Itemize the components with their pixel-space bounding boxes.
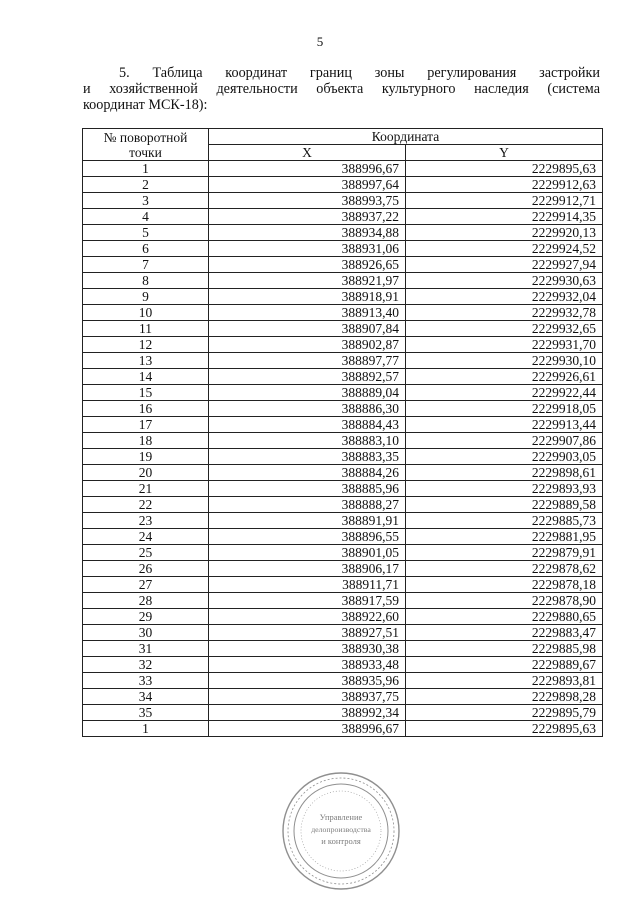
x-coordinate-cell: 388992,34: [209, 705, 406, 721]
y-coordinate-cell: 2229893,93: [406, 481, 603, 497]
table-row: [83, 353, 603, 369]
point-number-cell: 26: [83, 561, 209, 577]
point-number-header: [83, 129, 209, 161]
x-header: X: [209, 145, 406, 161]
table-row: [83, 369, 603, 385]
table-row: [83, 577, 603, 593]
point-number-cell: 12: [83, 337, 209, 353]
table-row: [83, 641, 603, 657]
y-coordinate-cell: 2229907,86: [406, 433, 603, 449]
point-number-cell: 2: [83, 177, 209, 193]
x-coordinate-cell: 388937,75: [209, 689, 406, 705]
x-coordinate-cell: 388934,88: [209, 225, 406, 241]
x-coordinate-cell: 388996,67: [209, 161, 406, 177]
table-row: [83, 193, 603, 209]
point-number-header-line-1: № поворотной: [103, 129, 188, 145]
x-coordinate-cell: 388896,55: [209, 529, 406, 545]
y-coordinate-cell: 2229912,71: [406, 193, 603, 209]
point-number-cell: 17: [83, 417, 209, 433]
point-number-cell: 9: [83, 289, 209, 305]
x-coordinate-cell: 388996,67: [209, 721, 406, 737]
seal-text-line-3: и контроля: [321, 836, 361, 846]
x-coordinate-cell: 388917,59: [209, 593, 406, 609]
point-number-cell: 20: [83, 465, 209, 481]
x-coordinate-cell: 388902,87: [209, 337, 406, 353]
point-number-cell: 23: [83, 513, 209, 529]
x-coordinate-cell: 388997,64: [209, 177, 406, 193]
point-number-cell: 29: [83, 609, 209, 625]
y-coordinate-cell: 2229885,73: [406, 513, 603, 529]
table-row: [83, 721, 603, 737]
x-coordinate-cell: 388891,91: [209, 513, 406, 529]
table-row: [83, 417, 603, 433]
y-coordinate-cell: 2229932,65: [406, 321, 603, 337]
y-coordinate-cell: 2229898,28: [406, 689, 603, 705]
y-coordinate-cell: 2229930,10: [406, 353, 603, 369]
y-coordinate-cell: 2229926,61: [406, 369, 603, 385]
table-row: [83, 433, 603, 449]
x-coordinate-cell: 388883,35: [209, 449, 406, 465]
point-number-cell: 16: [83, 401, 209, 417]
point-number-cell: 13: [83, 353, 209, 369]
point-number-cell: 32: [83, 657, 209, 673]
y-coordinate-cell: 2229878,62: [406, 561, 603, 577]
y-coordinate-cell: 2229881,95: [406, 529, 603, 545]
x-coordinate-cell: 388885,96: [209, 481, 406, 497]
y-coordinate-cell: 2229895,63: [406, 161, 603, 177]
point-number-cell: 14: [83, 369, 209, 385]
y-coordinate-cell: 2229924,52: [406, 241, 603, 257]
table-row: [83, 225, 603, 241]
table-row: [83, 449, 603, 465]
table-row: [83, 513, 603, 529]
table-row: [83, 593, 603, 609]
x-coordinate-cell: 388884,26: [209, 465, 406, 481]
x-coordinate-cell: 388907,84: [209, 321, 406, 337]
table-row: [83, 465, 603, 481]
y-header: Y: [406, 145, 603, 161]
table-row: [83, 401, 603, 417]
point-number-cell: 19: [83, 449, 209, 465]
table-row: [83, 273, 603, 289]
y-coordinate-cell: 2229912,63: [406, 177, 603, 193]
y-coordinate-cell: 2229931,70: [406, 337, 603, 353]
table-row: [83, 625, 603, 641]
y-coordinate-cell: 2229885,98: [406, 641, 603, 657]
y-coordinate-cell: 2229922,44: [406, 385, 603, 401]
x-coordinate-cell: 388906,17: [209, 561, 406, 577]
y-coordinate-cell: 2229930,63: [406, 273, 603, 289]
x-coordinate-cell: 388913,40: [209, 305, 406, 321]
point-number-cell: 8: [83, 273, 209, 289]
coordinates-table-body: [83, 161, 603, 737]
point-number-cell: 4: [83, 209, 209, 225]
y-coordinate-cell: 2229927,94: [406, 257, 603, 273]
y-coordinate-cell: 2229932,78: [406, 305, 603, 321]
point-number-cell: 15: [83, 385, 209, 401]
point-number-cell: 6: [83, 241, 209, 257]
seal-text-line-2: делопроизводства: [311, 825, 371, 834]
seal-text-line-1: Управление: [319, 812, 363, 822]
y-coordinate-cell: 2229898,61: [406, 465, 603, 481]
table-row: [83, 321, 603, 337]
y-coordinate-cell: 2229914,35: [406, 209, 603, 225]
y-coordinate-cell: 2229893,81: [406, 673, 603, 689]
y-coordinate-cell: 2229889,58: [406, 497, 603, 513]
point-number-cell: 27: [83, 577, 209, 593]
point-number-cell: 1: [83, 721, 209, 737]
table-row: [83, 561, 603, 577]
y-coordinate-cell: 2229913,44: [406, 417, 603, 433]
y-coordinate-cell: 2229895,63: [406, 721, 603, 737]
point-number-cell: 33: [83, 673, 209, 689]
coordinates-table-header: [83, 129, 603, 161]
table-row: [83, 529, 603, 545]
y-coordinate-cell: 2229918,05: [406, 401, 603, 417]
heading-line-2: и хозяйственной деятельности объекта культурного наследия (система: [83, 81, 600, 97]
y-coordinate-cell: 2229889,67: [406, 657, 603, 673]
x-coordinate-cell: 388927,51: [209, 625, 406, 641]
x-coordinate-cell: 388937,22: [209, 209, 406, 225]
point-number-cell: 31: [83, 641, 209, 657]
x-coordinate-cell: 388993,75: [209, 193, 406, 209]
point-number-cell: 1: [83, 161, 209, 177]
x-coordinate-cell: 388892,57: [209, 369, 406, 385]
point-number-cell: 34: [83, 689, 209, 705]
y-coordinate-cell: 2229879,91: [406, 545, 603, 561]
y-coordinate-cell: 2229878,90: [406, 593, 603, 609]
table-row: [83, 705, 603, 721]
x-coordinate-cell: 388886,30: [209, 401, 406, 417]
heading-line-1: 5. Таблица координат границ зоны регулирования застройки: [119, 65, 600, 81]
x-coordinate-cell: 388921,97: [209, 273, 406, 289]
y-coordinate-cell: 2229920,13: [406, 225, 603, 241]
x-coordinate-cell: 388933,48: [209, 657, 406, 673]
page-number: 5: [316, 34, 324, 49]
table-row: [83, 609, 603, 625]
point-number-cell: 30: [83, 625, 209, 641]
table-row: [83, 161, 603, 177]
point-number-cell: 7: [83, 257, 209, 273]
table-row: [83, 257, 603, 273]
y-coordinate-cell: 2229932,04: [406, 289, 603, 305]
point-number-cell: 25: [83, 545, 209, 561]
table-row: [83, 673, 603, 689]
table-row: [83, 241, 603, 257]
table-row: [83, 545, 603, 561]
x-coordinate-cell: 388884,43: [209, 417, 406, 433]
point-number-cell: 24: [83, 529, 209, 545]
y-coordinate-cell: 2229878,18: [406, 577, 603, 593]
coordinates-table: [82, 128, 603, 737]
x-coordinate-cell: 388897,77: [209, 353, 406, 369]
table-row: [83, 481, 603, 497]
point-number-cell: 28: [83, 593, 209, 609]
point-number-cell: 11: [83, 321, 209, 337]
x-coordinate-cell: 388888,27: [209, 497, 406, 513]
x-coordinate-cell: 388918,91: [209, 289, 406, 305]
point-number-cell: 5: [83, 225, 209, 241]
table-row: [83, 657, 603, 673]
table-row: [83, 689, 603, 705]
table-heading: [83, 65, 600, 113]
heading-line-3: координат МСК-18):: [83, 97, 208, 113]
x-coordinate-cell: 388935,96: [209, 673, 406, 689]
y-coordinate-cell: 2229883,47: [406, 625, 603, 641]
official-seal: [280, 770, 402, 892]
point-number-cell: 22: [83, 497, 209, 513]
x-coordinate-cell: 388931,06: [209, 241, 406, 257]
table-row: [83, 337, 603, 353]
point-number-header-line-2: точки: [129, 144, 162, 160]
point-number-cell: 18: [83, 433, 209, 449]
coordinate-header: Координата: [209, 129, 603, 145]
point-number-cell: 35: [83, 705, 209, 721]
x-coordinate-cell: 388930,38: [209, 641, 406, 657]
y-coordinate-cell: 2229903,05: [406, 449, 603, 465]
y-coordinate-cell: 2229880,65: [406, 609, 603, 625]
x-coordinate-cell: 388911,71: [209, 577, 406, 593]
table-row: [83, 385, 603, 401]
x-coordinate-cell: 388889,04: [209, 385, 406, 401]
x-coordinate-cell: 388922,60: [209, 609, 406, 625]
table-row: [83, 289, 603, 305]
x-coordinate-cell: 388883,10: [209, 433, 406, 449]
x-coordinate-cell: 388926,65: [209, 257, 406, 273]
y-coordinate-cell: 2229895,79: [406, 705, 603, 721]
table-row: [83, 209, 603, 225]
table-row: [83, 497, 603, 513]
table-row: [83, 177, 603, 193]
point-number-cell: 3: [83, 193, 209, 209]
point-number-cell: 21: [83, 481, 209, 497]
table-row: [83, 305, 603, 321]
x-coordinate-cell: 388901,05: [209, 545, 406, 561]
point-number-cell: 10: [83, 305, 209, 321]
